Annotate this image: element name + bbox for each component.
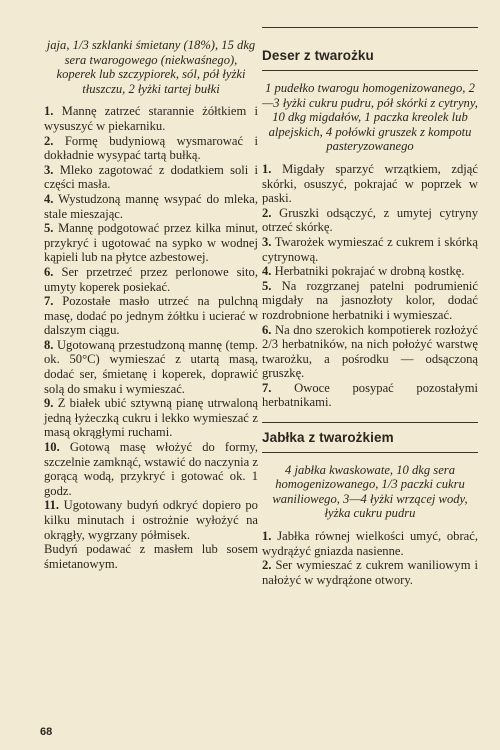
deser-step-7: 7. Owoce posypać pozostałymi herbatnikami. — [262, 380, 478, 410]
section-rule — [262, 422, 478, 423]
title-rule-2 — [262, 452, 478, 453]
serving-note: Budyń podawać z masłem lub sosem śmietanowym. — [44, 542, 258, 571]
jablka-steps — [262, 529, 478, 587]
step-2: 2. Formę budyniową wysmarować i dokładnie wysypać tartą bułką. — [44, 133, 258, 163]
ingredients-deser: 1 pudełko twarogu homogenizowanego, 2—3 łyżki cukru pudru, pół skórki z cytryny, 10 dkg migdałów, 1 paczka kreolek lub alpejskich, 4 połówki gruszek z kompotu pasteryzowanego — [262, 81, 478, 154]
left-column — [44, 38, 258, 571]
deser-step-1: 1. Migdały sparzyć wrzątkiem, zdjąć skórki, osuszyć, pokrajać w poprzek w paski. — [262, 161, 478, 206]
step-6: 6. Ser przetrzeć przez perlonowe sito, umyty koperek posiekać. — [44, 264, 258, 294]
jablka-step-1: 1. Jabłka równej wielkości umyć, obrać, wydrążyć gniazda nasienne. — [262, 529, 478, 558]
deser-step-2: 2. Gruszki odsączyć, z umytej cytryny otrzeć skórkę. — [262, 205, 478, 235]
deser-steps — [262, 162, 478, 410]
deser-step-6: 6. Na dno szerokich kompotierek rozłożyć 2/3 herbatników, na nich położyć warstwę twarożku, a pośrodku — odsączoną gruszkę. — [262, 322, 478, 381]
left-steps — [44, 104, 258, 571]
top-rule — [262, 27, 478, 28]
step-5: 5. Mannę podgotować przez kilka minut, przykryć i ugotować na sypko w wodnej kąpieli lub na płytce azbestowej. — [44, 221, 258, 265]
recipe-title-jablka: Jabłka z twarożkiem — [262, 430, 394, 446]
step-3: 3. Mleko zagotować z dodatkiem soli i części masła. — [44, 162, 258, 192]
step-11: 11. Ugotowany budyń odkryć dopiero po kilku minutach i ostrożnie wyłożyć na okrągły, wygrzany półmisek. — [44, 498, 258, 542]
deser-step-3: 3. Twarożek wymieszać z cukrem i skórką cytrynową. — [262, 234, 478, 264]
ingredients-jablka: 4 jabłka kwaskowate, 10 dkg sera homogenizowanego, 1/3 paczki cukru waniliowego, 3—4 łyżki wrzącej wody, łyżka cukru pudru — [272, 462, 468, 521]
step-4: 4. Wystudzoną mannę wsypać do mleka, stale mieszając. — [44, 191, 258, 221]
recipe-title-deser: Deser z twarożku — [262, 48, 374, 63]
step-8: 8. Ugotowaną przestudzoną mannę (temp. ok. 50°C) wymieszać z utartą masą, dodać ser, śmietanę i koperek, doprawić solą do smaku i wymieszać. — [44, 337, 259, 396]
deser-step-4: 4. Herbatniki pokrajać w drobną kostkę. — [262, 264, 465, 279]
step-7: 7. Pozostałe masło utrzeć na pulchną masę, dodać po jednym żółtku i ucierać w dalszym ciągu. — [44, 294, 259, 338]
jablka-step-2: 2. Ser wymieszać z cukrem waniliowym i nałożyć w wydrążone otwory. — [262, 558, 478, 587]
ingredients-continued: jaja, 1/3 szklanki śmietany (18%), 15 dkg sera twarogowego (niekwaśnego), koperek lub szczypiorek, sól, pół łyżki tłuszczu, 2 łyżki tartej bułki — [46, 38, 256, 96]
step-10: 10. Gotową masę włożyć do formy, szczelnie zamknąć, wstawić do naczynia z gorącą wodą, przykryć i gotować ok. 1 godz. — [44, 440, 258, 498]
title-rule — [262, 70, 478, 71]
right-column — [262, 70, 478, 587]
deser-step-5: 5. Na rozgrzanej patelni podrumienić migdały na jasnozłoty kolor, dodać rozdrobnione herbatniki i wymieszać. — [262, 278, 478, 322]
page-number: 68 — [40, 726, 53, 738]
step-1: 1. Mannę zatrzeć starannie żółtkiem i wysuszyć w piekarniku. — [44, 104, 258, 133]
step-9: 9. Z białek ubić sztywną pianę utrwaloną jedną łyżeczką cukru i lekko wymieszać z masą okrągłymi ruchami. — [44, 396, 258, 440]
